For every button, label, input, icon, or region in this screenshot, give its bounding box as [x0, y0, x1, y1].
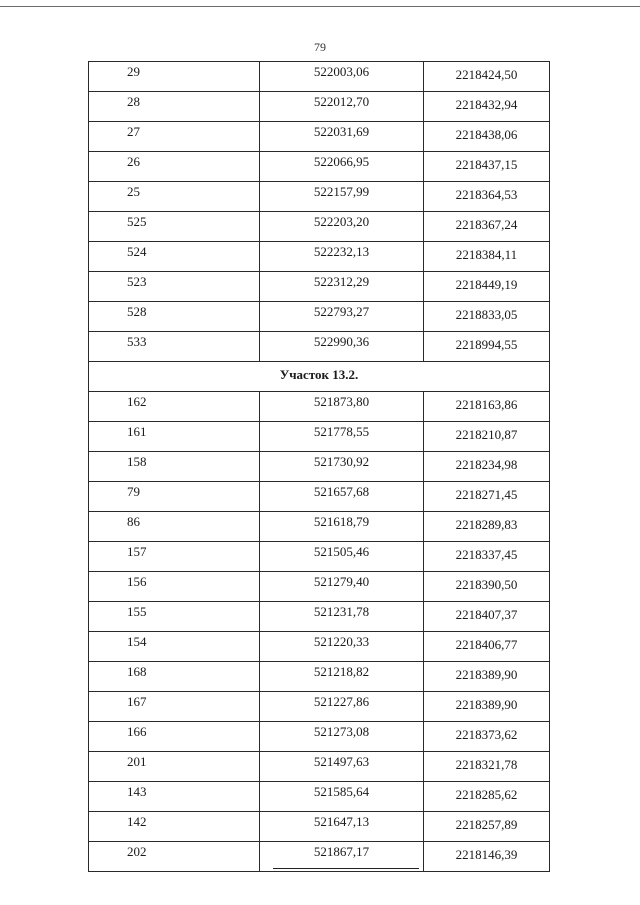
point-number-cell: 26 [89, 152, 260, 182]
y-coordinate-cell: 2218146,39 [424, 842, 550, 872]
y-coordinate-cell: 2218367,24 [424, 212, 550, 242]
y-coordinate-cell: 2218257,89 [424, 812, 550, 842]
page-number: 79 [314, 40, 326, 54]
y-coordinate-cell: 2218285,62 [424, 782, 550, 812]
x-coordinate-cell: 522793,27 [260, 302, 424, 332]
x-coordinate-cell: 522003,06 [260, 62, 424, 92]
y-coordinate-cell: 2218289,83 [424, 512, 550, 542]
x-coordinate-cell: 522012,70 [260, 92, 424, 122]
point-number-cell: 25 [89, 182, 260, 212]
y-coordinate-cell: 2218438,06 [424, 122, 550, 152]
table-row [89, 692, 550, 722]
table-row [89, 92, 550, 122]
point-number-cell: 201 [89, 752, 260, 782]
y-coordinate-cell: 2218407,37 [424, 602, 550, 632]
point-number-cell: 166 [89, 722, 260, 752]
table-row [89, 482, 550, 512]
y-coordinate-cell: 2218234,98 [424, 452, 550, 482]
table-row [89, 272, 550, 302]
x-coordinate-cell: 521218,82 [260, 662, 424, 692]
table-row [89, 782, 550, 812]
table-row [89, 542, 550, 572]
table-row [89, 392, 550, 422]
x-coordinate-cell: 522031,69 [260, 122, 424, 152]
y-coordinate-cell: 2218437,15 [424, 152, 550, 182]
x-coordinate-cell: 521657,68 [260, 482, 424, 512]
point-number-cell: 155 [89, 602, 260, 632]
section-row [89, 362, 550, 392]
y-coordinate-cell: 2218994,55 [424, 332, 550, 362]
point-number-cell: 524 [89, 242, 260, 272]
y-coordinate-cell: 2218337,45 [424, 542, 550, 572]
table-row [89, 122, 550, 152]
footer-line [273, 868, 419, 869]
table-row [89, 452, 550, 482]
table-row [89, 662, 550, 692]
point-number-cell: 156 [89, 572, 260, 602]
point-number-cell: 162 [89, 392, 260, 422]
point-number-cell: 27 [89, 122, 260, 152]
point-number-cell: 158 [89, 452, 260, 482]
x-coordinate-cell: 521647,13 [260, 812, 424, 842]
point-number-cell: 142 [89, 812, 260, 842]
point-number-cell: 79 [89, 482, 260, 512]
x-coordinate-cell: 521227,86 [260, 692, 424, 722]
point-number-cell: 161 [89, 422, 260, 452]
section-header-group [89, 362, 550, 392]
y-coordinate-cell: 2218406,77 [424, 632, 550, 662]
table-body-part1 [89, 62, 550, 362]
y-coordinate-cell: 2218389,90 [424, 692, 550, 722]
y-coordinate-cell: 2218833,05 [424, 302, 550, 332]
y-coordinate-cell: 2218389,90 [424, 662, 550, 692]
x-coordinate-cell: 521505,46 [260, 542, 424, 572]
coordinates-table [88, 61, 550, 872]
table-body-part2 [89, 392, 550, 872]
point-number-cell: 533 [89, 332, 260, 362]
table-row [89, 152, 550, 182]
table-row [89, 812, 550, 842]
table-row [89, 602, 550, 632]
table-row [89, 212, 550, 242]
point-number-cell: 528 [89, 302, 260, 332]
y-coordinate-cell: 2218271,45 [424, 482, 550, 512]
x-coordinate-cell: 522203,20 [260, 212, 424, 242]
y-coordinate-cell: 2218432,94 [424, 92, 550, 122]
y-coordinate-cell: 2218449,19 [424, 272, 550, 302]
point-number-cell: 202 [89, 842, 260, 872]
point-number-cell: 154 [89, 632, 260, 662]
table-row [89, 242, 550, 272]
table-row [89, 722, 550, 752]
table-row [89, 302, 550, 332]
x-coordinate-cell: 521867,17 [260, 842, 424, 872]
y-coordinate-cell: 2218424,50 [424, 62, 550, 92]
y-coordinate-cell: 2218364,53 [424, 182, 550, 212]
x-coordinate-cell: 522232,13 [260, 242, 424, 272]
section-title: Участок 13.2. [89, 362, 550, 392]
table-row [89, 422, 550, 452]
top-border-line [0, 6, 640, 7]
y-coordinate-cell: 2218321,78 [424, 752, 550, 782]
x-coordinate-cell: 521279,40 [260, 572, 424, 602]
table-row [89, 62, 550, 92]
table-row [89, 182, 550, 212]
table-row [89, 632, 550, 662]
x-coordinate-cell: 521730,92 [260, 452, 424, 482]
x-coordinate-cell: 521497,63 [260, 752, 424, 782]
x-coordinate-cell: 521778,55 [260, 422, 424, 452]
table-row [89, 512, 550, 542]
x-coordinate-cell: 521231,78 [260, 602, 424, 632]
y-coordinate-cell: 2218210,87 [424, 422, 550, 452]
x-coordinate-cell: 521220,33 [260, 632, 424, 662]
x-coordinate-cell: 522066,95 [260, 152, 424, 182]
point-number-cell: 167 [89, 692, 260, 722]
x-coordinate-cell: 521873,80 [260, 392, 424, 422]
x-coordinate-cell: 522990,36 [260, 332, 424, 362]
x-coordinate-cell: 521618,79 [260, 512, 424, 542]
point-number-cell: 523 [89, 272, 260, 302]
table-row [89, 572, 550, 602]
point-number-cell: 29 [89, 62, 260, 92]
point-number-cell: 168 [89, 662, 260, 692]
y-coordinate-cell: 2218163,86 [424, 392, 550, 422]
point-number-cell: 143 [89, 782, 260, 812]
point-number-cell: 525 [89, 212, 260, 242]
point-number-cell: 86 [89, 512, 260, 542]
y-coordinate-cell: 2218390,50 [424, 572, 550, 602]
table-row [89, 842, 550, 872]
y-coordinate-cell: 2218373,62 [424, 722, 550, 752]
x-coordinate-cell: 522157,99 [260, 182, 424, 212]
table-row [89, 332, 550, 362]
table-row [89, 752, 550, 782]
x-coordinate-cell: 521585,64 [260, 782, 424, 812]
x-coordinate-cell: 522312,29 [260, 272, 424, 302]
x-coordinate-cell: 521273,08 [260, 722, 424, 752]
point-number-cell: 157 [89, 542, 260, 572]
y-coordinate-cell: 2218384,11 [424, 242, 550, 272]
point-number-cell: 28 [89, 92, 260, 122]
